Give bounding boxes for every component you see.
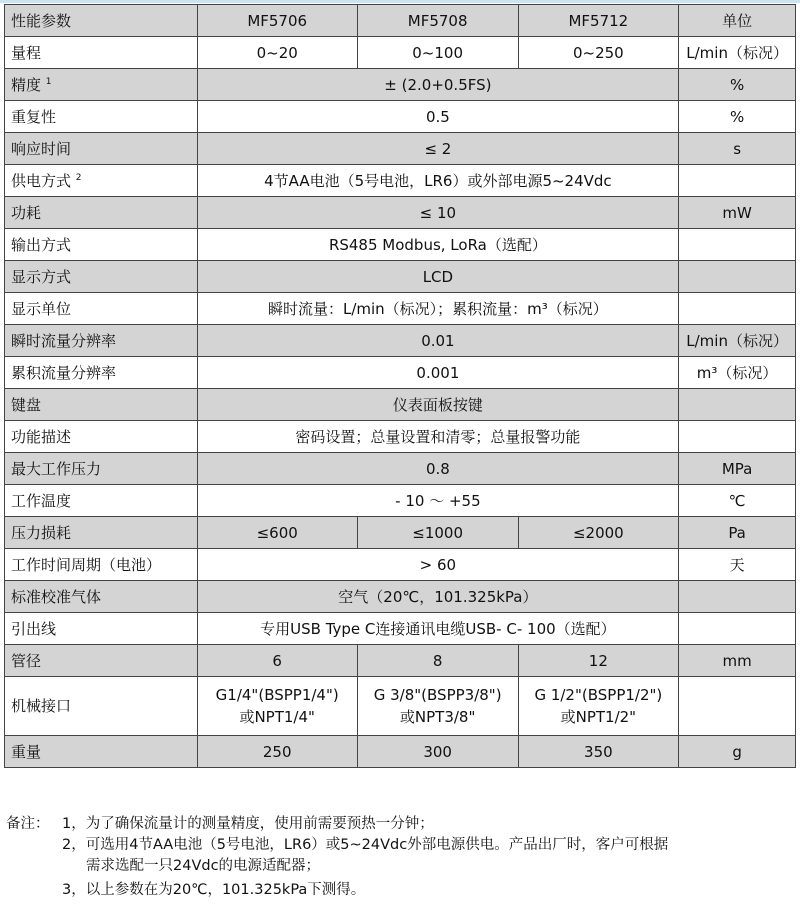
row-label [5, 133, 198, 165]
note-2: 2，可选用4节AA电池（5号电池，LR6）或5~24Vdc外部电源供电。产品出厂时，客户可根据 [62, 837, 669, 853]
value-text: G1/4"(BSPP1/4") [215, 686, 339, 704]
footnote-ref: 2 [75, 173, 82, 183]
row-label [5, 389, 198, 421]
row-label [5, 736, 198, 768]
table-row [5, 293, 796, 325]
row-label-text: 累积流量分辨率 [11, 364, 117, 382]
notes [6, 814, 668, 901]
value-text: 6 [272, 651, 282, 670]
row-value: 仪表面板按键 [197, 389, 679, 421]
row-value: 空气（20℃，101.325kPa） [197, 581, 679, 613]
row-unit: % [679, 101, 796, 133]
row-label-text: 供电方式 [11, 172, 72, 190]
header-unit: 单位 [679, 5, 796, 37]
table-row [5, 261, 796, 293]
table-row [5, 736, 796, 768]
row-value: 0.8 [197, 453, 679, 485]
row-label [5, 165, 198, 197]
row-value [518, 517, 679, 549]
note-3: 3，以上参数在为20℃，101.325kPa下测得。 [62, 882, 366, 898]
row-unit [679, 613, 796, 645]
row-value: - 10 ～ +55 [197, 485, 679, 517]
row-label-text: 功能描述 [11, 428, 72, 446]
row-unit: % [679, 69, 796, 101]
value-text: 300 [423, 742, 452, 761]
header-model: MF5708 [357, 5, 518, 37]
table-row [5, 357, 796, 389]
table-row [5, 325, 796, 357]
table-row [5, 453, 796, 485]
row-value: 0.01 [197, 325, 679, 357]
table-row [5, 645, 796, 677]
row-label [5, 581, 198, 613]
row-value [197, 645, 357, 677]
row-label [5, 677, 198, 736]
value-text: 350 [584, 742, 613, 761]
row-label-text: 机械接口 [11, 697, 72, 715]
row-value [197, 677, 357, 736]
note-1: 1，为了确保流量计的测量精度，使用前需要预热一分钟； [62, 816, 434, 832]
value-text: 8 [432, 651, 443, 670]
row-value [357, 517, 518, 549]
value-text: 0~250 [572, 43, 624, 62]
row-unit: g [679, 736, 796, 768]
row-label [5, 325, 198, 357]
note-2-cont: 需求选配一只24Vdc的电源适配器； [86, 858, 321, 874]
header-param: 性能参数 [5, 5, 198, 37]
footnote-ref: 1 [45, 77, 52, 87]
row-unit [679, 389, 796, 421]
row-label [5, 261, 198, 293]
row-label [5, 293, 198, 325]
value-text: G 1/2"(BSPP1/2") [534, 686, 663, 704]
table-row [5, 69, 796, 101]
header-model: MF5712 [518, 5, 679, 37]
row-unit [679, 421, 796, 453]
row-label [5, 613, 198, 645]
row-label [5, 101, 198, 133]
row-value: ≤ 10 [197, 197, 679, 229]
row-label-text: 工作时间周期（电池） [11, 556, 162, 574]
table-row [5, 549, 796, 581]
value-text-alt: 或NPT1/4" [239, 708, 315, 726]
row-unit [679, 581, 796, 613]
row-unit: ℃ [679, 485, 796, 517]
row-label [5, 549, 198, 581]
header-model: MF5706 [197, 5, 357, 37]
value-text: 250 [262, 742, 292, 761]
row-label-text: 最大工作压力 [11, 460, 102, 478]
row-label [5, 485, 198, 517]
row-label [5, 421, 198, 453]
row-value [357, 677, 518, 736]
row-value: RS485 Modbus, LoRa（选配） [197, 229, 679, 261]
row-value: > 60 [197, 549, 679, 581]
row-label [5, 69, 198, 101]
value-text: 0~20 [256, 43, 298, 62]
table-row [5, 613, 796, 645]
row-value [357, 736, 518, 768]
row-unit: 天 [679, 549, 796, 581]
row-unit: m³（标况） [679, 357, 796, 389]
row-unit: MPa [679, 453, 796, 485]
row-label [5, 645, 198, 677]
row-label-text: 功耗 [11, 204, 42, 222]
row-label [5, 229, 198, 261]
row-unit [679, 165, 796, 197]
row-label [5, 357, 198, 389]
row-label-text: 键盘 [11, 396, 42, 414]
value-text: ≤2000 [572, 523, 624, 542]
row-value [197, 736, 357, 768]
header-row [5, 5, 796, 37]
row-value [518, 677, 679, 736]
row-unit [679, 229, 796, 261]
row-unit: L/min（标况） [679, 325, 796, 357]
row-label-text: 标准校准气体 [11, 588, 102, 606]
row-value: 专用USB Type C连接通讯电缆USB- C- 100（选配） [197, 613, 679, 645]
row-label-text: 精度 [11, 76, 42, 94]
spec-table [4, 4, 796, 768]
row-value [357, 645, 518, 677]
value-text-alt: 或NPT1/2" [560, 708, 637, 726]
top-border [0, 0, 800, 3]
table-row [5, 37, 796, 69]
row-value: 4节AA电池（5号电池，LR6）或外部电源5~24Vdc [197, 165, 679, 197]
table-row [5, 517, 796, 549]
table-row [5, 581, 796, 613]
value-text: G 3/8"(BSPP3/8") [373, 686, 502, 704]
row-unit: mW [679, 197, 796, 229]
row-label-text: 管径 [11, 652, 42, 670]
row-label-text: 重复性 [11, 108, 57, 126]
value-text: 0~100 [412, 43, 464, 62]
value-text: ≤600 [256, 523, 298, 542]
row-label-text: 重量 [11, 743, 42, 761]
row-unit [679, 293, 796, 325]
row-value: ≤ 2 [197, 133, 679, 165]
row-value [197, 517, 357, 549]
table-row [5, 421, 796, 453]
row-label-text: 输出方式 [11, 236, 72, 254]
row-label-text: 引出线 [11, 620, 57, 638]
row-label [5, 453, 198, 485]
row-label-text: 响应时间 [11, 140, 72, 158]
row-label [5, 517, 198, 549]
table-row [5, 389, 796, 421]
row-label [5, 37, 198, 69]
row-unit: L/min（标况） [679, 37, 796, 69]
value-text: 12 [588, 651, 608, 670]
row-label-text: 压力损耗 [11, 524, 72, 542]
row-unit [679, 261, 796, 293]
table-row [5, 165, 796, 197]
row-value [518, 736, 679, 768]
row-label [5, 197, 198, 229]
notes-prefix: 备注： [6, 816, 50, 832]
row-label-text: 瞬时流量分辨率 [11, 332, 117, 350]
table-row [5, 197, 796, 229]
row-label-text: 显示单位 [11, 300, 72, 318]
row-value [518, 645, 679, 677]
row-value: 密码设置；总量设置和清零；总量报警功能 [197, 421, 679, 453]
value-text-alt: 或NPT3/8" [399, 708, 476, 726]
row-unit: s [679, 133, 796, 165]
table-row [5, 101, 796, 133]
value-text: ≤1000 [412, 523, 464, 542]
row-unit: Pa [679, 517, 796, 549]
row-value [357, 37, 518, 69]
row-unit [679, 677, 796, 736]
table-row [5, 133, 796, 165]
row-value: 0.5 [197, 101, 679, 133]
row-value: 0.001 [197, 357, 679, 389]
table-row [5, 229, 796, 261]
table-row [5, 677, 796, 736]
row-label-text: 显示方式 [11, 268, 72, 286]
row-value: ± (2.0+0.5FS) [197, 69, 679, 101]
table-row [5, 485, 796, 517]
row-value: LCD [197, 261, 679, 293]
row-value: 瞬时流量：L/min（标况）；累积流量：m³（标况） [197, 293, 679, 325]
row-label-text: 量程 [11, 44, 42, 62]
row-value [518, 37, 679, 69]
row-unit: mm [679, 645, 796, 677]
row-value [197, 37, 357, 69]
row-label-text: 工作温度 [11, 492, 72, 510]
